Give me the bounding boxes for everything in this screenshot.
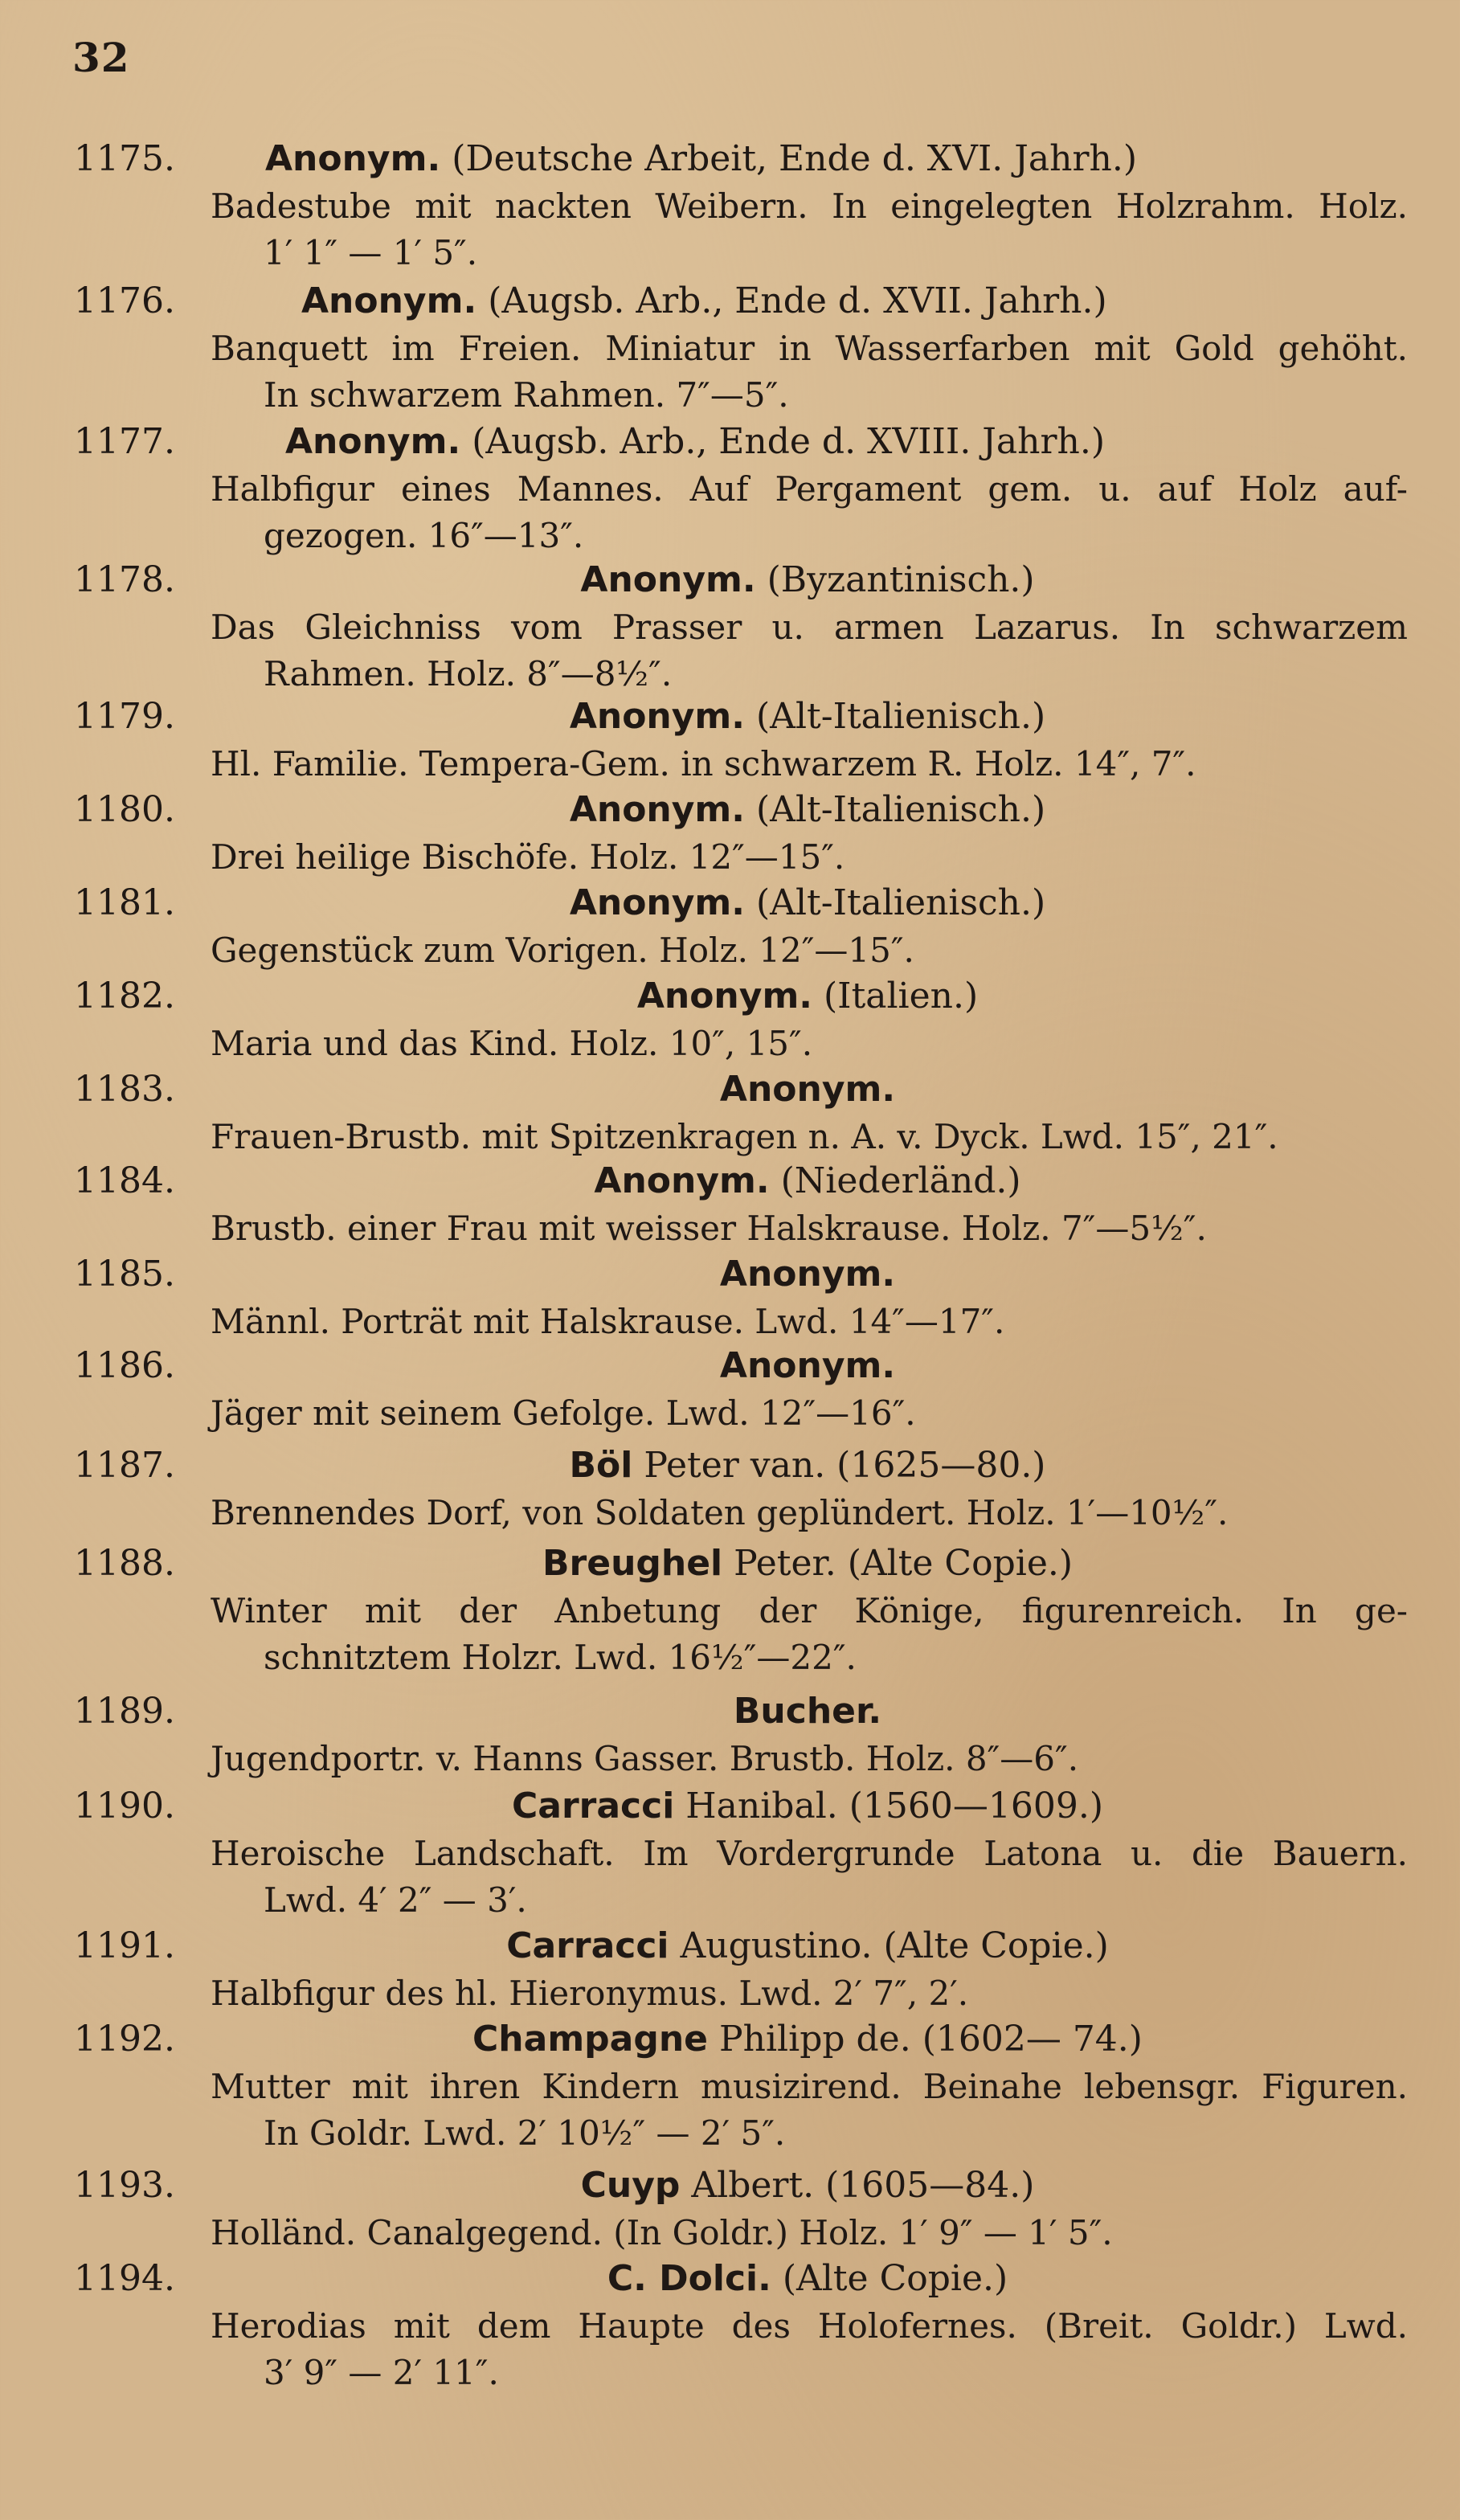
description-line: Holländ. Canalgegend. (In Goldr.) Holz. 1′ 9″ — 1′ 5″.: [211, 2213, 1113, 2252]
description-line: Brennendes Dorf, von Soldaten geplündert. Holz. 1′—10½″.: [211, 1493, 1229, 1532]
artist-name: Anonym.: [569, 696, 745, 737]
entry-number: 1192.: [74, 2019, 175, 2060]
artist-name: Anonym.: [719, 1069, 896, 1110]
artist-name: Champagne: [472, 2019, 709, 2060]
entry-heading: [209, 2162, 1406, 2210]
description-line: Badestube mit nackten Weibern. In eingelegten Holzrahm. Holz.: [211, 186, 1408, 226]
artist-detail: Philipp de. (1602— 74.): [719, 2019, 1143, 2060]
description-line: 1′ 1″ — 1′ 5″.: [264, 233, 478, 272]
entry-heading: [209, 556, 1406, 604]
artist-detail: Albert. (1605—84.): [691, 2165, 1035, 2206]
artist-name: Anonym.: [265, 138, 441, 179]
entry-number: 1178.: [74, 559, 175, 600]
artist-detail: (Alt-Italienisch.): [756, 789, 1046, 830]
artist-detail: (Byzantinisch.): [767, 559, 1035, 600]
description-line: Halbfigur eines Mannes. Auf Pergament gem. u. auf Holz auf-: [211, 469, 1408, 509]
entry-number: 1180.: [74, 789, 175, 830]
description-line: Lwd. 4′ 2″ — 3′.: [264, 1880, 527, 1920]
entry-number: 1193.: [74, 2165, 175, 2206]
entry-number: 1194.: [74, 2258, 175, 2299]
entry-number: 1189.: [74, 1691, 175, 1732]
artist-name: Anonym.: [636, 976, 813, 1017]
entry-heading: [209, 1782, 1406, 1831]
entry-number: 1187.: [74, 1445, 175, 1486]
artist-detail: (Alt-Italienisch.): [756, 882, 1046, 923]
artist-name: Breughel: [542, 1543, 723, 1584]
entry-heading: [209, 2015, 1406, 2064]
artist-name: Anonym.: [719, 1254, 896, 1295]
description-line: Heroische Landschaft. Im Vordergrunde Latona u. die Bauern.: [211, 1834, 1408, 1873]
description-line: Frauen-Brustb. mit Spitzenkragen n. A. v. Dyck. Lwd. 15″, 21″.: [211, 1117, 1278, 1156]
description-line: Gegenstück zum Vorigen. Holz. 12″—15″.: [211, 931, 914, 970]
description-line: Hl. Familie. Tempera-Gem. in schwarzem R. Holz. 14″, 7″.: [211, 744, 1196, 783]
entry-heading: [209, 1688, 1406, 1736]
artist-detail: (Alt-Italienisch.): [756, 696, 1046, 737]
entry-number: 1186.: [74, 1345, 175, 1386]
artist-name: Anonym.: [285, 421, 461, 462]
entry-heading: [209, 693, 1406, 741]
artist-detail: Peter van. (1625—80.): [644, 1445, 1046, 1486]
description-line: Winter mit der Anbetung der Könige, figurenreich. In ge-: [211, 1591, 1408, 1630]
entry-heading: [265, 135, 1137, 183]
artist-detail: (Augsb. Arb., Ende d. XVIII. Jahrh.): [472, 421, 1106, 462]
artist-name: Anonym.: [301, 280, 477, 321]
entry-heading: [209, 1157, 1406, 1205]
entry-heading: [209, 1540, 1406, 1588]
artist-name: Bucher.: [733, 1691, 882, 1732]
entry-number: 1181.: [74, 882, 175, 923]
description-line: gezogen. 16″—13″.: [264, 516, 584, 555]
artist-name: Carracci: [511, 1786, 675, 1827]
description-line: Halbfigur des hl. Hieronymus. Lwd. 2′ 7″, 2′.: [211, 1974, 969, 2013]
artist-name: Anonym.: [569, 882, 745, 923]
artist-name: Anonym.: [580, 559, 756, 600]
entry-heading: [209, 1250, 1406, 1299]
description-line: Das Gleichniss vom Prasser u. armen Lazarus. In schwarzem: [211, 608, 1408, 647]
description-line: Rahmen. Holz. 8″—8½″.: [264, 654, 673, 693]
entry-number: 1182.: [74, 976, 175, 1017]
entry-heading: [209, 879, 1406, 927]
description-line: Männl. Porträt mit Halskrause. Lwd. 14″—17″.: [211, 1302, 1005, 1341]
entry-number: 1176.: [74, 280, 175, 321]
entry-number: 1191.: [74, 1925, 175, 1966]
description-line: In Goldr. Lwd. 2′ 10½″ — 2′ 5″.: [264, 2113, 786, 2153]
artist-name: Anonym.: [719, 1345, 896, 1386]
artist-detail: Hanibal. (1560—1609.): [685, 1786, 1104, 1827]
entry-number: 1177.: [74, 421, 175, 462]
entry-heading: [209, 972, 1406, 1021]
artist-detail: (Italien.): [824, 976, 979, 1017]
artist-name: Anonym.: [594, 1160, 770, 1201]
description-line: Jäger mit seinem Gefolge. Lwd. 12″—16″.: [211, 1393, 916, 1433]
entry-number: 1183.: [74, 1069, 175, 1110]
description-line: Brustb. einer Frau mit weisser Halskrause. Holz. 7″—5½″.: [211, 1209, 1207, 1248]
entry-number: 1175.: [74, 138, 175, 179]
entry-heading: [209, 1922, 1406, 1970]
entry-number: 1185.: [74, 1254, 175, 1295]
artist-detail: Augustino. (Alte Copie.): [680, 1925, 1109, 1966]
entry-heading: [209, 1342, 1406, 1390]
entry-heading: [209, 2255, 1406, 2303]
artist-detail: Peter. (Alte Copie.): [734, 1543, 1074, 1584]
artist-name: C. Dolci.: [607, 2258, 771, 2299]
artist-name: Böl: [569, 1445, 633, 1486]
description-line: In schwarzem Rahmen. 7″—5″.: [264, 375, 789, 415]
entry-heading: [209, 786, 1406, 834]
description-line: Herodias mit dem Haupte des Holofernes. (Breit. Goldr.) Lwd.: [211, 2306, 1408, 2346]
entry-number: 1188.: [74, 1543, 175, 1584]
description-line: Jugendportr. v. Hanns Gasser. Brustb. Holz. 8″—6″.: [211, 1739, 1079, 1778]
entry-number: 1179.: [74, 696, 175, 737]
entry-heading: [301, 277, 1107, 325]
entry-number: 1184.: [74, 1160, 175, 1201]
entry-number: 1190.: [74, 1786, 175, 1827]
entry-heading: [209, 1442, 1406, 1490]
description-line: Maria und das Kind. Holz. 10″, 15″.: [211, 1024, 813, 1063]
description-line: 3′ 9″ — 2′ 11″.: [264, 2353, 499, 2392]
description-line: Banquett im Freien. Miniatur in Wasserfarben mit Gold gehöht.: [211, 329, 1408, 368]
artist-detail: (Alte Copie.): [782, 2258, 1008, 2299]
entry-heading: [285, 418, 1105, 466]
artist-name: Cuyp: [580, 2165, 681, 2206]
artist-detail: (Deutsche Arbeit, Ende d. XVI. Jahrh.): [452, 138, 1137, 179]
description-line: schnitztem Holzr. Lwd. 16½″—22″.: [264, 1638, 857, 1677]
artist-name: Anonym.: [569, 789, 745, 830]
artist-detail: (Augsb. Arb., Ende d. XVII. Jahrh.): [488, 280, 1107, 321]
entry-heading: [209, 1066, 1406, 1114]
artist-name: Carracci: [506, 1925, 669, 1966]
page-number: 32: [72, 34, 130, 81]
artist-detail: (Niederländ.): [780, 1160, 1021, 1201]
description-line: Mutter mit ihren Kindern musizirend. Beinahe lebensgr. Figuren.: [211, 2067, 1408, 2106]
description-line: Drei heilige Bischöfe. Holz. 12″—15″.: [211, 837, 845, 877]
